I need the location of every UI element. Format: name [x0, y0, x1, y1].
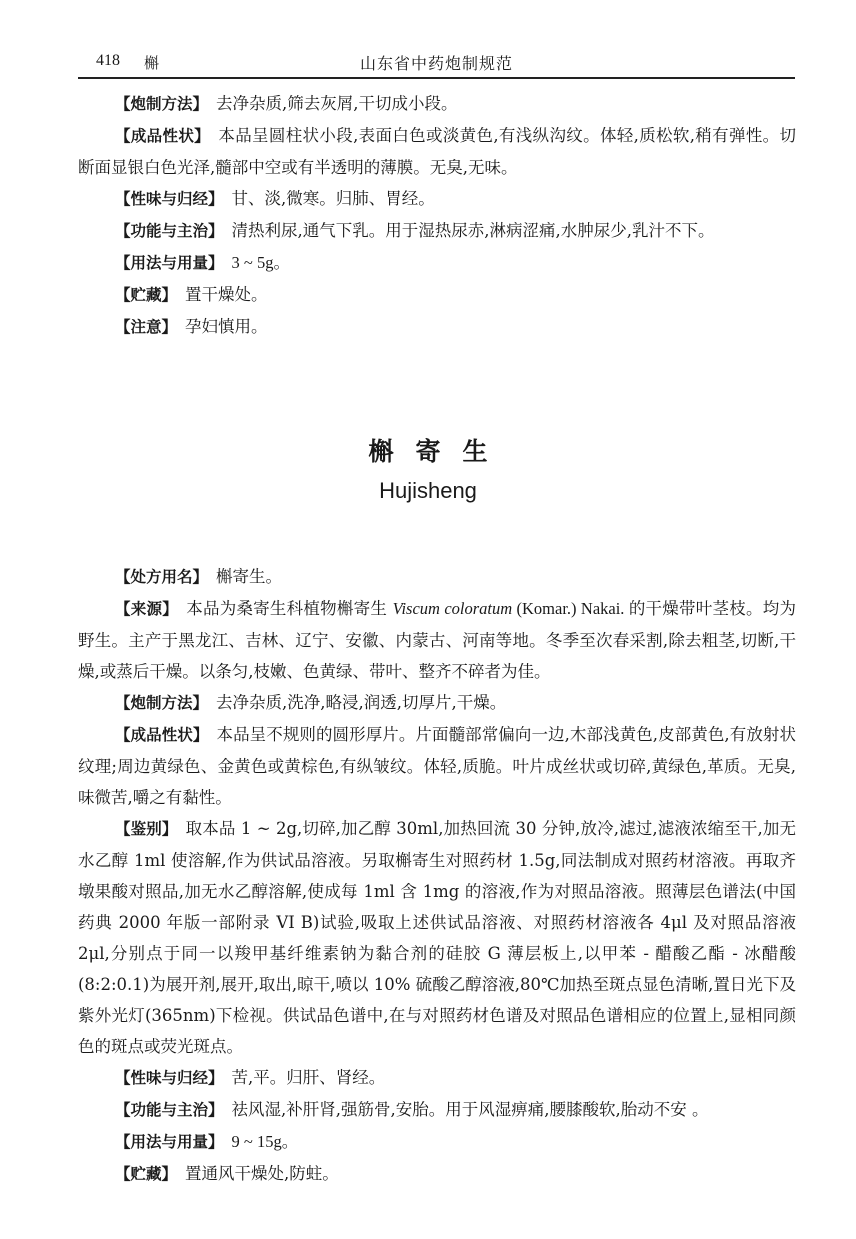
section-text: 本品呈不规则的圆形厚片。片面髓部常偏向一边,木部浅黄色,皮部黄色,有放射状纹理;周边黄绿色、金黄色或黄棕色,有纵皱纹。体轻,质脆。叶片成丝状或切碎,黄绿色,革质。无臭,味微苦,嚼之有黏性。 — [78, 725, 796, 807]
section-nature-meridian — [78, 1062, 796, 1094]
section-label: 【来源】 — [115, 600, 178, 618]
section-storage — [78, 1158, 796, 1190]
book-title: 山东省中药炮制规范 — [359, 54, 513, 73]
section-label: 【成品性状】 — [115, 726, 209, 744]
section-label: 【功能与主治】 — [115, 1101, 224, 1119]
section-text: 9 ~ 15g。 — [231, 1132, 299, 1151]
section-label: 【贮藏】 — [115, 286, 178, 304]
section-usage-dosage — [78, 1126, 796, 1158]
entry-pinyin: Hujisheng — [379, 478, 477, 503]
section-nature-meridian — [78, 183, 796, 215]
section-source — [78, 593, 796, 687]
section-text: 槲寄生。 — [216, 567, 283, 586]
section-function-indication — [78, 215, 796, 247]
section-text: 3 ~ 5g。 — [231, 253, 290, 272]
section-label: 【鉴别】 — [115, 820, 178, 838]
section-label: 【性味与归经】 — [115, 190, 224, 208]
section-label: 【成品性状】 — [115, 127, 211, 145]
section-label: 【用法与用量】 — [115, 254, 224, 272]
section-text: 本品为桑寄生科植物槲寄生 — [185, 599, 393, 618]
section-label: 【处方用名】 — [115, 568, 209, 586]
section-text: 苦,平。归肝、肾经。 — [231, 1068, 386, 1087]
section-label: 【炮制方法】 — [115, 694, 209, 712]
section-text: 置通风干燥处,防蛀。 — [185, 1164, 339, 1183]
section-product-characteristics — [78, 719, 796, 813]
section-text: 清热利尿,通气下乳。用于湿热尿赤,淋病涩痛,水肿尿少,乳汁不下。 — [231, 221, 715, 240]
section-text: 本品呈圆柱状小段,表面白色或淡黄色,有浅纵沟纹。体轻,质松软,稍有弹性。切断面显银白色光泽,髓部中空或有半透明的薄膜。无臭,无味。 — [78, 126, 796, 177]
section-function-indication — [78, 1094, 796, 1126]
section-usage-dosage — [78, 247, 796, 279]
section-text: 去净杂质,筛去灰屑,干切成小段。 — [216, 94, 458, 113]
section-processing-method — [78, 88, 796, 120]
section-product-characteristics — [78, 120, 796, 183]
section-label: 【用法与用量】 — [115, 1133, 224, 1151]
section-label: 【贮藏】 — [115, 1165, 178, 1183]
previous-entry — [78, 88, 796, 343]
section-processing-method — [78, 687, 796, 719]
section-label: 【功能与主治】 — [115, 222, 224, 240]
section-text: 的干燥带叶茎枝。均为野生。主产于黑龙江、吉林、辽宁、安徽、内蒙古、河南等地。冬季至次春采割,除去粗茎,切断,干燥,或蒸后干燥。以条匀,枝嫩、色黄绿、带叶、整齐不碎者为佳。 — [78, 599, 796, 681]
header-rule — [78, 77, 795, 79]
section-text: 甘、淡,微寒。归肺、胃经。 — [231, 189, 435, 208]
entry-body — [78, 561, 796, 1190]
section-text: 取本品 1 ~ 2g,切碎,加乙醇 30ml,加热回流 30 分钟,放冷,滤过,滤液浓缩至干,加无水乙醇 1ml 使溶解,作为供试品溶液。另取槲寄生对照药材 1.5g,同法制成对照药材溶液。再取齐墩果酸对照品,加无水乙醇溶解,使成每 1ml 含 1mg 的溶液,作为对照品溶液。照薄层色谱法(中国药典 2000 年版一部附录 VI B)试验,吸取上述供试品溶液、对照药材溶液各 4μl 及对照品溶液 2μl,分别点于同一以羧甲基纤维素钠为黏合剂的硅胶 G 薄层板上,以甲苯 - 醋酸乙酯 - 冰醋酸(8:2:0.1)为展开剂,展开,取出,晾干,喷以 10% 硫酸乙醇溶液,80℃加热至斑点显色清晰,置日光下及紫外光灯(365nm)下检视。供试品色谱中,在与对照药材色谱及对照品色谱相应的位置上,显相同颜色的斑点或荧光斑点。 — [78, 819, 796, 1056]
section-prescription-name — [78, 561, 796, 593]
section-label: 【性味与归经】 — [115, 1069, 224, 1087]
section-label: 【炮制方法】 — [115, 95, 209, 113]
latin-name: Viscum coloratum — [392, 599, 513, 618]
section-caution — [78, 311, 796, 343]
section-text: 祛风湿,补肝肾,强筋骨,安胎。用于风湿痹痛,腰膝酸软,胎动不安 。 — [231, 1100, 709, 1119]
section-character: 槲 — [144, 54, 160, 72]
section-text: 去净杂质,洗净,略浸,润透,切厚片,干燥。 — [216, 693, 507, 712]
section-label: 【注意】 — [115, 318, 178, 336]
entry-title: 槲寄生 — [368, 437, 510, 466]
section-text: 置干燥处。 — [185, 285, 268, 304]
latin-authority: (Komar.) Nakai. — [512, 599, 629, 618]
page-number: 418 — [96, 52, 120, 69]
running-header — [78, 48, 795, 76]
section-storage — [78, 279, 796, 311]
section-identification — [78, 813, 796, 1062]
section-text: 孕妇慎用。 — [185, 317, 268, 336]
